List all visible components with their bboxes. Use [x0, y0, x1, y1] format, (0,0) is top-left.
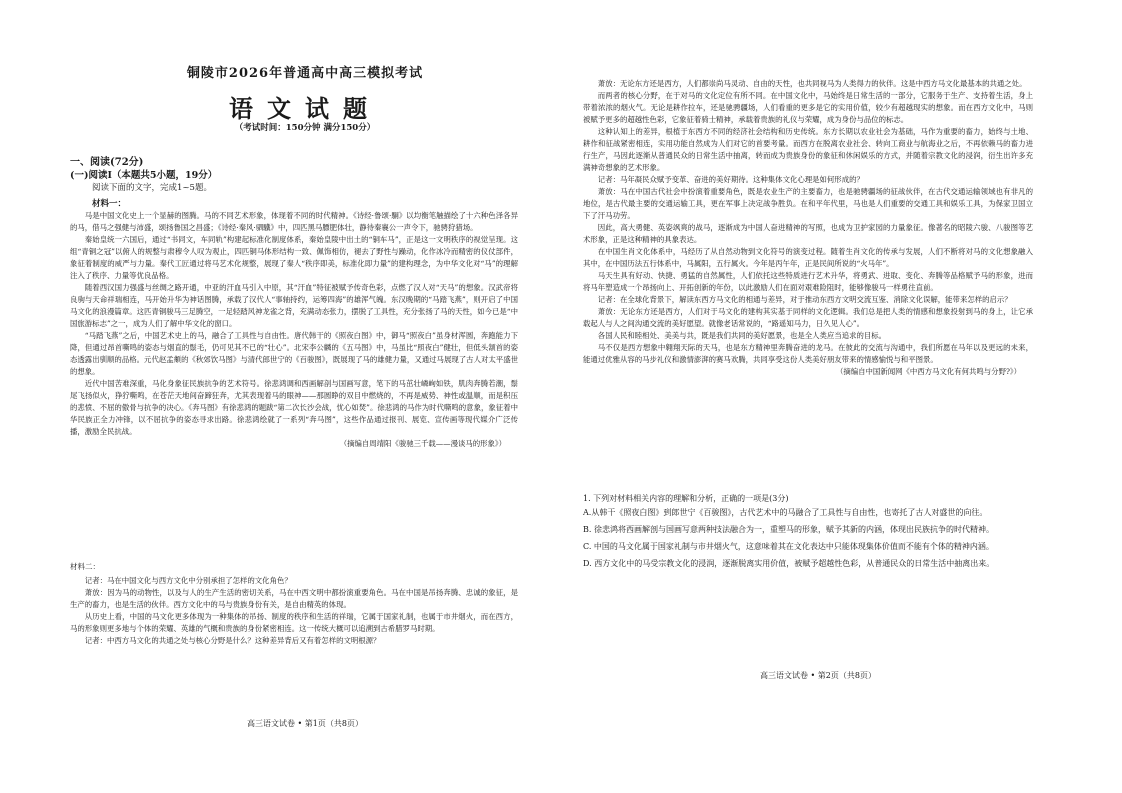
page-footer: 高三语文试卷 • 第1页（共8页）: [247, 719, 363, 728]
subsection-heading: (一)阅读Ⅰ（本题共5小题，19分）: [70, 170, 218, 181]
option-b: B. 徐悲鸿将西画解剖与国画写意两种技法融合为一，重塑马的形象，赋予其新的内涵，体现出民族抗争的时代精神。: [583, 525, 994, 534]
material-two-label: 材料二：: [70, 562, 100, 571]
option-d: D. 西方文化中的马受宗教文化的浸润，逐渐脱离实用价值，被赋予超越性色彩，从普通民众的日常生活中抽离出来。: [583, 559, 995, 568]
paragraph: 马是中国文化史上一个显赫的图腾。马的不同艺术形象，体现着不同的时代精神。《诗经·鲁颂·駉》以均衡笔触描绘了十六种色泽各异的马，借马之强健与沛盛，颂扬鲁国之昌盛；《诗经·秦风·驷驖》中，四匹黑马膘肥体壮，静待秦襄公一声令下，驰骋狩猎场。: [70, 211, 518, 232]
paragraph: 马天生具有好动、快捷、勇猛的自然属性，人们依托这些特质进行艺术升华，将勇武、进取、变化、奔腾等品格赋予马的形象，进而将马年塑造成一个昂扬向上、开拓创新的年份，以此激励人们在面对艰难险阻时，能够像骏马一样勇往直前。: [583, 271, 1033, 292]
paragraph: 萧放：马在中国古代社会中扮演着重要角色，既是农业生产的主要畜力，也是驰骋疆场的征战伙伴，在古代交通运输领域也有非凡的地位，是古代最主要的交通运输工具，更在军事上决定战争胜负。在和平年代里，马也是人们重要的交通工具和娱乐工具，为保家卫国立下了汗马功劳。: [583, 187, 1033, 220]
reading-instruction: 阅读下面的文字，完成1~5题。: [92, 183, 212, 193]
paragraph: 马不仅是西方想象中翱翔天际的天马，也是东方精神里奔腾奋进的龙马。在彼此的交流与沟通中，我们所愿在马年以及更远的未来，能通过优雅从容的马步礼仪和激情澎湃的赛马欢腾，共同享受这份人类美好朋友带来的情感愉悦与和平图景。: [583, 343, 1033, 364]
option-c: C. 中国的马文化属于国家礼制与市井烟火气，这意味着其在文化表达中只能体现集体价值而不能有个体的精神内涵。: [583, 542, 994, 551]
paragraph: 而两者的核心分野，在于对马的文化定位有所不同。在中国文化中，马始终是日常生活的一部分，它服务于生产、支持着生活，身上带着浓浓的烟火气。无论是耕作拉车，还是驰骋疆场，人们看重的更多是它的实用价值，较少有超越现实的想象。而在西方文化中，马则被赋予更多的超越性色彩，它象征着骑士精神，承载着贵族的礼仪与荣耀，成为身份与品位的标志。: [583, 91, 1033, 124]
material-two-body: [70, 575, 518, 647]
question-stem: 1. 下列对材料相关内容的理解和分析，正确的一项是(3分): [583, 494, 789, 503]
paragraph: 记者：马在中国文化与西方文化中分别承担了怎样的文化角色？: [84, 576, 292, 585]
paragraph: 因此，高大勇健、英姿飒爽的战马，逐渐成为中国人奋进精神的写照，也成为卫护家园的力量象征。像著名的昭陵六骏、八骏图等艺术形象，正是这种精神的具象表达。: [583, 223, 1033, 244]
section-heading: 一、阅读(72分): [70, 157, 144, 168]
paragraph: 记者：中西方马文化的共通之处与核心分野是什么？这种差异背后又有着怎样的文明根源？: [84, 636, 381, 645]
paragraph: 各国人民和睦相处、美美与共，既是我们共同的美好愿景，也是全人类应当追求的目标。: [597, 331, 887, 340]
question-one: [583, 492, 1028, 571]
paragraph: 这种认知上的差异，根植于东西方不同的经济社会结构和历史传统。东方长期以农业社会为基础，马作为重要的畜力，始终与土地、耕作和征战紧密相连，实用功能自然成为人们对它的首要考量。而西方在脱离农业社会、转向工商业与航海业之后，不再依赖马的畜力进行生产，马因此逐渐从普通民众的日常生活中抽离，转而成为贵族身份的象征和休闲娱乐的方式，并随着宗教文化的浸润，衍生出许多充满神奇想象的艺术形象。: [583, 127, 1033, 172]
paragraph: “马踏飞燕”之后，中国艺术史上的马，融合了工具性与自由性。唐代韩干的《照夜白图》中，御马“照夜白”虽身材浑圆，奔跑能力下降，但通过昂首嘶鸣的姿态与烟直的鬃毛，仍可见其不已的“壮心”。北宋李公麟的《五马图》中，马虽比“照夜白”健壮，但低头颔首的姿态透露出驯顺的品格。元代赵孟頫的《秋郊饮马图》与清代郎世宁的《百骏图》，既展现了马的雄健力量，又通过马展现了古人对太平盛世的想象。: [70, 331, 518, 376]
exam-title: 铜陵市2026年普通高中高三模拟考试: [186, 66, 424, 81]
paragraph: 随着西汉国力强盛与丝绸之路开通，中亚的汗血马引入中原，其“汗血”特征被赋予传奇色彩，点燃了汉人对“天马”的想象。汉武帝将良驹与天命祥瑞相连，马开始升华为神话图腾，承载了汉代人“事轴持约，运筹四海”的雄浑气魄。东汉晚期的“马踏飞燕”，则开启了中国马文化的浪漫篇章。这匹青铜骏马三足腾空，一足轻踏风神龙雀之背，充满动态张力，摆脱了工具性，充分张扬了马的天性，如今已是“中国旅游标志”之一，成为人们了解中华文化的窗口。: [70, 283, 518, 328]
subject-title: 语文试题: [229, 94, 381, 123]
source-citation: （摘编自中国新闻网《中西方马文化有何共鸣与分野?》）: [835, 367, 1021, 376]
paragraph: 记者：在全球化背景下，解读东西方马文化的相通与差异，对于推动东西方文明交流互鉴、消除文化误解，能带来怎样的启示？: [597, 295, 1012, 304]
material-one-body: [70, 210, 518, 450]
paragraph: 在中国生肖文化体系中，马经历了从自然动物到文化符号的演变过程。随着生肖文化的传承与发展，人们不断将对马的文化想象融入其中，在中国历法五行体系中，马属阳，五行属火。今年是丙午年，正是民间所说的“火马年”。: [583, 247, 1033, 268]
page-footer: 高三语文试卷 • 第2页（共8页）: [760, 671, 876, 680]
material-one-label: 材料一：: [92, 199, 127, 209]
paragraph: 记者：马年凝民众赋予变革、奋进的美好期待。这种集体文化心理是如何形成的？: [597, 175, 864, 184]
paragraph: 近代中国苦难深重，马化身象征民族抗争的艺术符号。徐悲鸿调和西画解剖与国画写意，笔下的马茁壮嶙峋如铁，肌肉奔腾若潮，鬃尾飞扬似火，狰狞嘶鸣，在苍茫天地间奋蹄狂奔，尤其表现着马的眼神——那圆睁的双目中燃烧的，不再是威势、神性或温顺，而是积压的悲愤、不屈的傲骨与抗争的决心。《奔马图》有徐悲鸿的题跋“第二次长沙会战，忧心如焚”。徐悲鸿的马作为时代嘶鸣的意象，象征着中华民族正全力冲锋，以不屈抗争的姿态寻求出路。徐悲鸿绘就了一系列“奔马图”，这些作品通过报刊、展览、宣传画等现代媒介广泛传播，激励全民抗战。: [70, 379, 518, 436]
paragraph: 萧放：因为马的动物性，以及与人的生产生活的密切关系，马在中西文明中都扮演重要角色。马在中国是吊扬奔腾、忠诚的象征，是生产的畜力，也是生活的伙伴。西方文化中的马与贵族身份有关，是自由精英的体现。: [70, 588, 518, 609]
material-two-continued: [583, 78, 1033, 378]
paragraph: 萧放：无论东方还是西方，人们都崇尚马灵动、自由的天性，也共同视马为人类得力的伙伴。这是中西方马文化最基本的共通之处。: [597, 79, 1027, 88]
paragraph: 秦始皇统一六国后，通过“书同文，车同轨”构建起标准化制度体系，秦始皇陵中出土的“铜车马”，正是这一文明秩序的视觉呈现。这组“青铜之冠”以俯人的规整与肃穆令人叹为观止，四匹铜马体形结构一致、佩饰相仿，褪去了野性与躁动，化作冰冷而精密的仪仗部件，象征着制度的威严与力量。秦代工匠通过将马艺术化规整，展现了秦人“秩序即美，标准化即力量”的建构理念，为中华文化对“马”的理解注入了秩序、力量等优良品格。: [70, 235, 518, 280]
paragraph: 从历史上看，中国的马文化更多体现为一种集体的吊扬、制度的秩序和生活的祥瑞，它属于国家礼制，也属于市井烟火，而在西方，马的形象则更多地与个体的荣耀、英雄的气概和贵族的身份紧密相连。这一传统大概可以追溯到古希腊罗马时期。: [70, 612, 518, 633]
paragraph: 萧放：无论东方还是西方，人们对于马文化的建构其实基于同样的文化逻辑。我们总是把人类的情感和想象投射到马的身上，让它承载起人与人之间沟通交流的美好愿望。就像老话常说的，“路遥知马力，日久见人心”。: [583, 307, 1033, 328]
source-citation: （摘编自周靖阳《骏驰三千载——漫谈马的形象》）: [339, 439, 506, 448]
exam-time-info: （考试时间：150分钟 满分150分）: [234, 123, 376, 133]
option-a: A.从韩干《照夜白图》到郎世宁《百骏图》，古代艺术中的马融合了工具性与自由性，也寄托了古人对盛世的向往。: [583, 508, 988, 517]
